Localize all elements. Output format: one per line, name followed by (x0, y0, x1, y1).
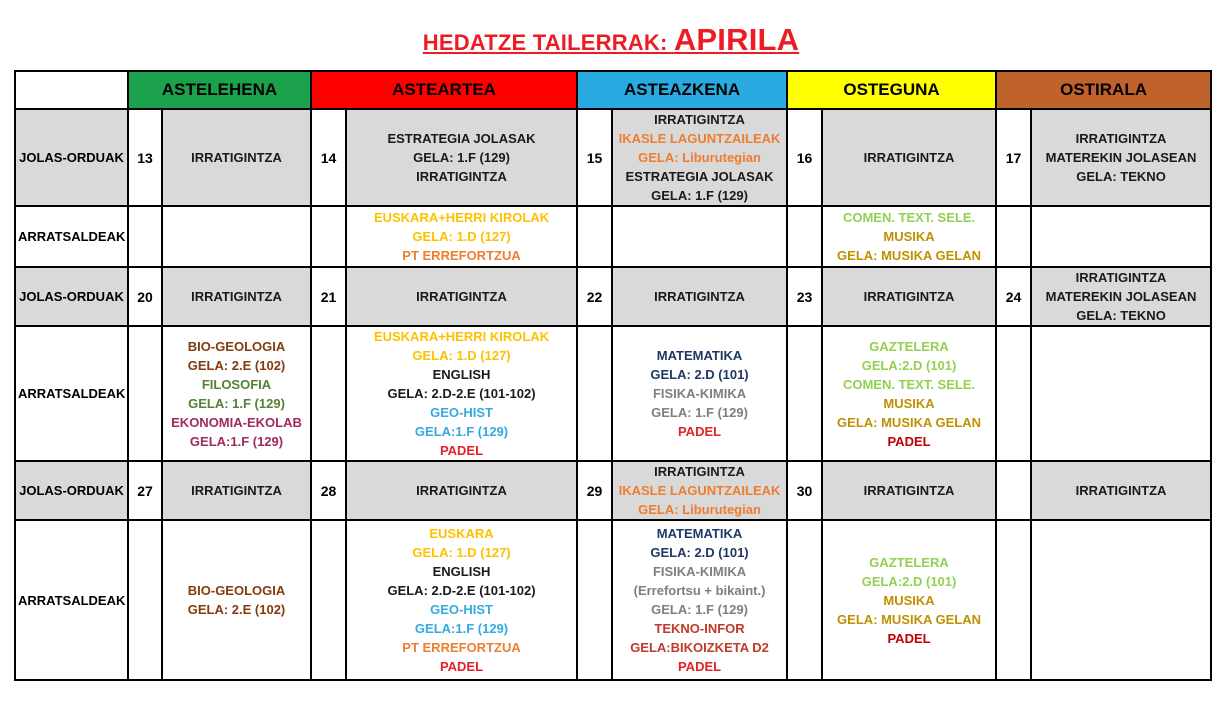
activity-line: GELA: TEKNO (1076, 308, 1166, 323)
activity-line: BIO-GEOLOGIA (187, 338, 286, 354)
schedule-cell (822, 267, 996, 326)
activity-line: MATEMATIKA (656, 348, 743, 363)
activity-line: IRRATIGINTZA (863, 483, 955, 498)
schedule-cell (162, 461, 311, 520)
schedule-cell (346, 206, 577, 267)
activity-line: MUSIKA (883, 229, 935, 244)
schedule-cell (346, 461, 577, 520)
date-cell: 22 (577, 267, 612, 326)
date-cell (128, 206, 162, 267)
schedule-cell (1031, 267, 1211, 326)
activity-line: IRRATIGINTZA (191, 150, 282, 165)
activity-line: PT ERREFORTZUA (402, 640, 521, 655)
activity-line: GELA: 1.F (129) (651, 188, 748, 203)
date-cell: 28 (311, 461, 346, 520)
schedule-row-1 (15, 109, 1211, 206)
date-cell: 16 (787, 109, 822, 206)
activity-line: GELA: 1.D (127) (412, 348, 511, 363)
activity-line: GELA: 1.F (129) (651, 405, 748, 420)
day-header-osteguna: OSTEGUNA (787, 71, 996, 109)
date-cell: 14 (311, 109, 346, 206)
activity-line: FILOSOFIA (201, 376, 272, 392)
activity-line: ENGLISH (432, 564, 491, 579)
activity-line: COMEN. TEXT. SELE. (842, 210, 976, 225)
activity-line: PADEL (677, 424, 722, 439)
date-cell (128, 326, 162, 461)
day-header-ostirala: OSTIRALA (996, 71, 1211, 109)
activity-line: GELA: 2.D (101) (650, 367, 749, 382)
activity-line: GELA: MUSIKA GELAN (837, 611, 982, 627)
activity-line: FISIKA-KIMIKA (652, 386, 747, 401)
activity-line: IRRATIGINTZA (416, 483, 507, 498)
title-prefix: HEDATZE TAILERRAK: (422, 30, 668, 55)
schedule-cell (612, 461, 787, 520)
schedule-cell (1031, 109, 1211, 206)
row-label: JOLAS-ORDUAK (15, 267, 128, 326)
schedule-row-6 (15, 520, 1211, 680)
day-header-asteazkena: ASTEAZKENA (577, 71, 787, 109)
date-cell (787, 326, 822, 461)
title-month: APIRILA (673, 22, 800, 57)
corner-cell (15, 71, 128, 109)
activity-line: GELA:1.F (129) (414, 621, 509, 636)
date-cell (577, 520, 612, 680)
date-cell (311, 206, 346, 267)
activity-line: GELA: Liburutegian (638, 150, 761, 165)
row-label: ARRATSALDEAK (15, 326, 128, 461)
activity-line: IRRATIGINTZA (1075, 131, 1167, 146)
activity-line: GEO-HIST (430, 602, 493, 617)
activity-line: IRRATIGINTZA (654, 289, 745, 304)
schedule-cell (612, 520, 787, 680)
date-cell (996, 520, 1031, 680)
schedule-table (14, 70, 1212, 681)
schedule-cell (346, 326, 577, 461)
date-cell (577, 206, 612, 267)
schedule-cell (822, 520, 996, 680)
schedule-cell (162, 520, 311, 680)
activity-line: ESTRATEGIA JOLASAK (387, 131, 536, 146)
activity-line: MATEMATIKA (656, 526, 743, 541)
activity-line: GELA:2.D (101) (861, 357, 957, 373)
schedule-cell (346, 520, 577, 680)
activity-line: GELA: 1.F (129) (188, 395, 285, 411)
activity-line: GELA: 2.D (101) (650, 545, 749, 560)
activity-line: IRRATIGINTZA (191, 289, 282, 304)
activity-line: PADEL (439, 659, 484, 674)
activity-line: IRRATIGINTZA (1075, 270, 1167, 285)
activity-line: IRRATIGINTZA (863, 150, 955, 165)
activity-line: GELA: 2.E (102) (187, 357, 286, 373)
activity-line: FISIKA-KIMIKA (652, 564, 747, 579)
activity-line: PADEL (887, 433, 931, 449)
activity-line: GEO-HIST (430, 405, 493, 420)
activity-line: GAZTELERA (869, 554, 949, 570)
activity-line: IKASLE LAGUNTZAILEAK (618, 131, 781, 146)
activity-line: GELA: 2.D-2.E (101-102) (387, 583, 536, 598)
activity-line: EUSKARA (429, 526, 494, 541)
activity-line: GELA:2.D (101) (861, 573, 957, 589)
schedule-row-2 (15, 206, 1211, 267)
row-label: ARRATSALDEAK (15, 206, 128, 267)
schedule-cell (1031, 206, 1211, 267)
row-label: JOLAS-ORDUAK (15, 109, 128, 206)
date-cell: 29 (577, 461, 612, 520)
activity-line: PADEL (887, 630, 931, 646)
date-cell (996, 461, 1031, 520)
activity-line: GELA: 1.D (127) (412, 229, 511, 244)
schedule-cell (612, 109, 787, 206)
activity-line: IRRATIGINTZA (416, 169, 507, 184)
schedule-cell (162, 267, 311, 326)
activity-line: GELA: MUSIKA GELAN (837, 248, 982, 263)
date-cell (128, 520, 162, 680)
activity-line: PT ERREFORTZUA (402, 248, 521, 263)
schedule-cell (612, 206, 787, 267)
date-cell: 13 (128, 109, 162, 206)
schedule-header (15, 71, 1211, 109)
schedule-cell (162, 326, 311, 461)
activity-line: IRRATIGINTZA (416, 289, 507, 304)
activity-line: GELA: 1.F (129) (413, 150, 510, 165)
activity-line: PADEL (439, 443, 484, 458)
day-header-astelehena: ASTELEHENA (128, 71, 311, 109)
date-cell: 27 (128, 461, 162, 520)
activity-line: GELA:BIKOIZKETA D2 (630, 640, 769, 655)
activity-line: EUSKARA+HERRI KIROLAK (373, 210, 550, 225)
schedule-cell (822, 326, 996, 461)
date-cell (996, 326, 1031, 461)
row-label: ARRATSALDEAK (15, 520, 128, 680)
schedule-row-4 (15, 326, 1211, 461)
schedule-cell (162, 109, 311, 206)
schedule-cell (346, 109, 577, 206)
schedule-cell (1031, 326, 1211, 461)
schedule-cell (822, 461, 996, 520)
date-cell: 23 (787, 267, 822, 326)
activity-line: GAZTELERA (869, 338, 949, 354)
date-cell: 20 (128, 267, 162, 326)
date-cell (787, 206, 822, 267)
schedule-body (15, 109, 1211, 680)
activity-line: GELA: MUSIKA GELAN (837, 414, 982, 430)
schedule-cell (612, 326, 787, 461)
activity-line: GELA: 2.D-2.E (101-102) (387, 386, 536, 401)
activity-line: GELA: 1.D (127) (412, 545, 511, 560)
activity-line: MATEREKIN JOLASEAN (1045, 150, 1197, 165)
activity-line: IRRATIGINTZA (191, 483, 282, 498)
activity-line: IKASLE LAGUNTZAILEAK (618, 483, 781, 498)
activity-line: MATEREKIN JOLASEAN (1045, 289, 1197, 304)
activity-line: COMEN. TEXT. SELE. (842, 376, 976, 392)
activity-line: GELA:1.F (129) (414, 424, 509, 439)
date-cell: 24 (996, 267, 1031, 326)
activity-line: EKONOMIA-EKOLAB (171, 414, 302, 430)
activity-line: IRRATIGINTZA (654, 464, 745, 479)
date-cell: 21 (311, 267, 346, 326)
activity-line: ENGLISH (432, 367, 491, 382)
schedule-row-5 (15, 461, 1211, 520)
activity-line: (Errefortsu + bikaint.) (633, 583, 766, 598)
activity-line: BIO-GEOLOGIA (187, 583, 286, 598)
activity-line: PADEL (677, 659, 722, 674)
schedule-cell (162, 206, 311, 267)
schedule-cell (822, 109, 996, 206)
activity-line: EUSKARA+HERRI KIROLAK (373, 329, 550, 344)
schedule-row-3 (15, 267, 1211, 326)
date-cell (996, 206, 1031, 267)
date-cell (311, 326, 346, 461)
activity-line: GELA: TEKNO (1076, 169, 1166, 184)
activity-line: GELA:1.F (129) (189, 433, 284, 449)
activity-line: IRRATIGINTZA (1075, 483, 1167, 498)
activity-line: MUSIKA (883, 395, 935, 411)
activity-line: IRRATIGINTZA (863, 289, 955, 304)
schedule-cell (1031, 520, 1211, 680)
schedule-cell (1031, 461, 1211, 520)
row-label: JOLAS-ORDUAK (15, 461, 128, 520)
date-cell: 15 (577, 109, 612, 206)
activity-line: GELA: Liburutegian (638, 502, 761, 517)
schedule-cell (822, 206, 996, 267)
activity-line: ESTRATEGIA JOLASAK (625, 169, 774, 184)
activity-line: TEKNO-INFOR (654, 621, 745, 636)
date-cell (787, 520, 822, 680)
date-cell (577, 326, 612, 461)
date-cell (311, 520, 346, 680)
schedule-cell (612, 267, 787, 326)
activity-line: MUSIKA (883, 592, 935, 608)
date-cell: 30 (787, 461, 822, 520)
activity-line: GELA: 2.E (102) (187, 602, 286, 617)
activity-line: GELA: 1.F (129) (651, 602, 748, 617)
activity-line: IRRATIGINTZA (654, 112, 745, 127)
date-cell: 17 (996, 109, 1031, 206)
page-title (0, 22, 1222, 58)
schedule-cell (346, 267, 577, 326)
day-header-asteartea: ASTEARTEA (311, 71, 577, 109)
